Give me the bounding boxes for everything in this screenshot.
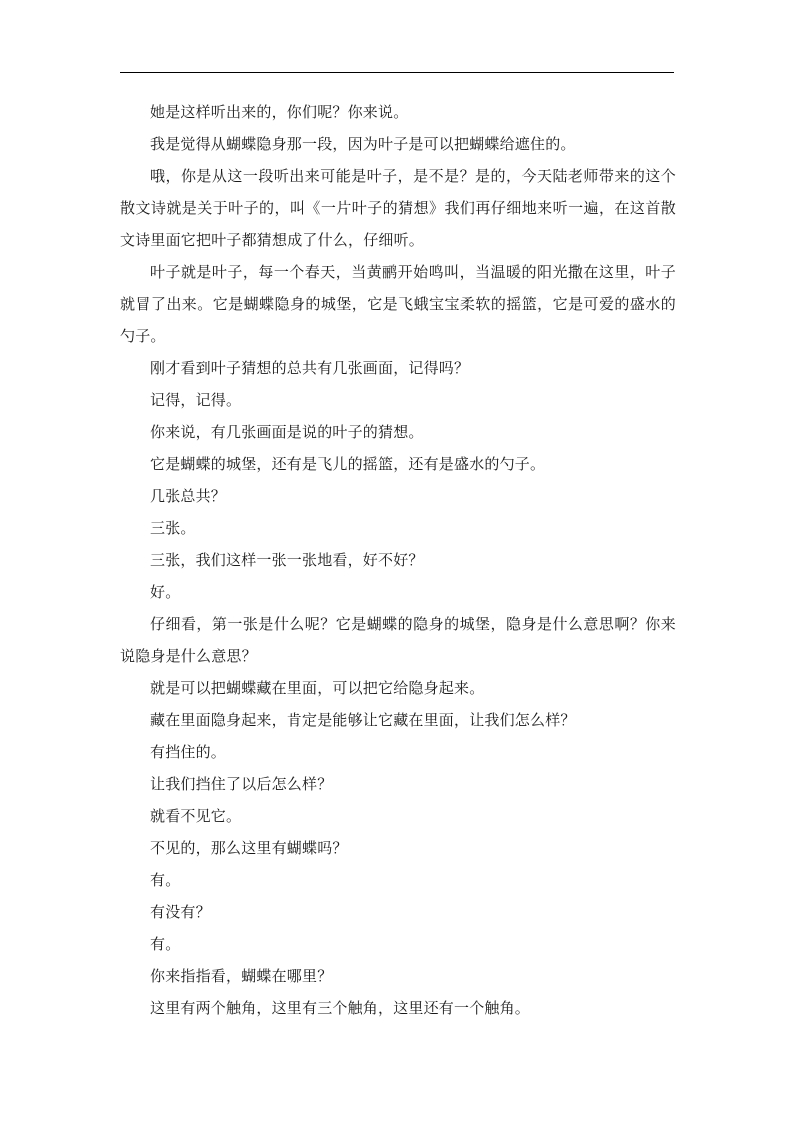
header-rule — [120, 72, 674, 73]
paragraph: 她是这样听出来的，你们呢？你来说。 — [150, 103, 409, 121]
paragraph: 有。 — [150, 871, 181, 889]
paragraph: 三张，我们这样一张一张地看，好不好？ — [150, 551, 424, 569]
document-body — [120, 96, 676, 1024]
paragraph: 有没有？ — [150, 903, 211, 921]
paragraph: 它是蝴蝶的城堡，还有是飞儿的摇篮，还有是盛水的勺子。 — [150, 455, 546, 473]
paragraph: 叶子就是叶子，每一个春天，当黄鹂开始鸣叫，当温暖的阳光撒在这里，叶子就冒了出来。它是蝴蝶隐身的城堡，它是飞蛾宝宝柔软的摇篮，它是可爱的盛水的勺子。 — [120, 263, 676, 345]
paragraph: 藏在里面隐身起来，肯定是能够让它藏在里面，让我们怎么样？ — [150, 711, 576, 729]
paragraph: 就看不见它。 — [150, 807, 242, 825]
paragraph: 有挡住的。 — [150, 743, 227, 761]
paragraph: 你来说，有几张画面是说的叶子的猜想。 — [150, 423, 424, 441]
paragraph: 你来指指看，蝴蝶在哪里？ — [150, 967, 333, 985]
paragraph: 好。 — [150, 583, 181, 601]
paragraph: 哦，你是从这一段听出来可能是叶子，是不是？是的，今天陆老师带来的这个散文诗就是关于叶子的，叫《一片叶子的猜想》我们再仔细地来听一遍，在这首散文诗里面它把叶子都猜想成了什么，仔细听。 — [120, 167, 676, 249]
paragraph: 这里有两个触角，这里有三个触角，这里还有一个触角。 — [150, 999, 531, 1017]
paragraph: 有。 — [150, 935, 181, 953]
paragraph: 我是觉得从蝴蝶隐身那一段，因为叶子是可以把蝴蝶给遮住的。 — [150, 135, 576, 153]
paragraph: 三张。 — [150, 519, 196, 537]
paragraph: 记得，记得。 — [150, 391, 242, 409]
paragraph: 不见的，那么这里有蝴蝶吗？ — [150, 839, 348, 857]
paragraph: 就是可以把蝴蝶藏在里面，可以把它给隐身起来。 — [150, 679, 485, 697]
paragraph: 几张总共？ — [150, 487, 227, 505]
paragraph: 刚才看到叶子猜想的总共有几张画面，记得吗？ — [150, 359, 470, 377]
paragraph: 仔细看，第一张是什么呢？它是蝴蝶的隐身的城堡，隐身是什么意思啊？你来说隐身是什么意思？ — [120, 615, 676, 665]
paragraph: 让我们挡住了以后怎么样？ — [150, 775, 333, 793]
